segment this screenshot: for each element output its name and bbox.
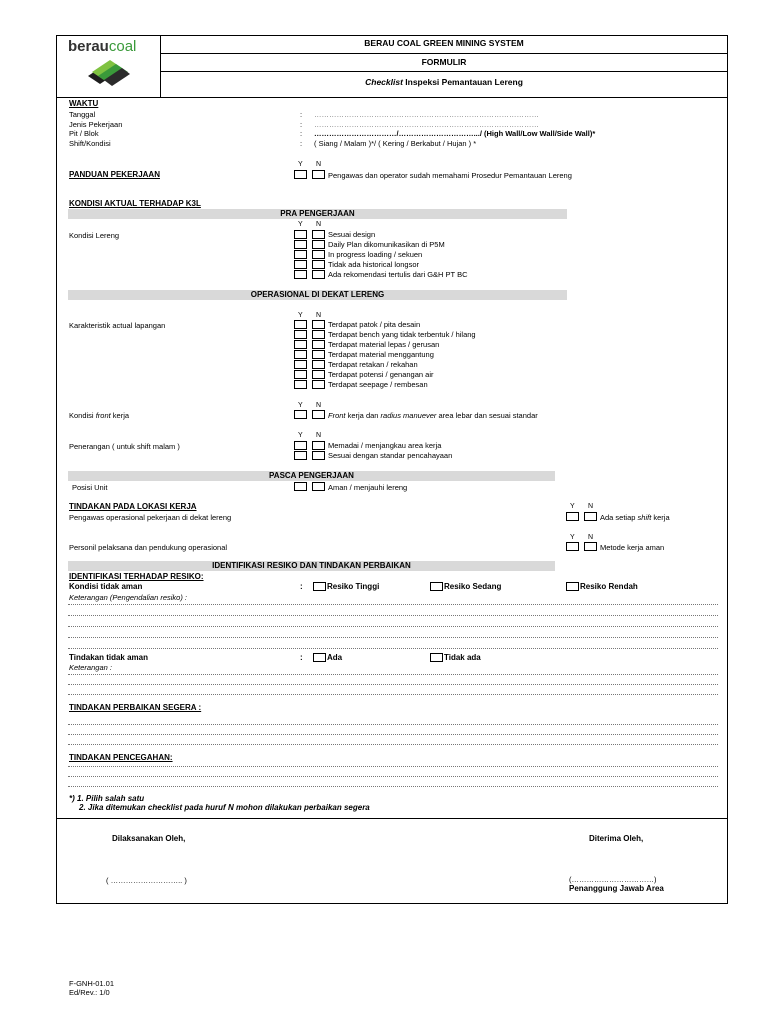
yes-header: Y [298, 432, 303, 439]
dotted-line[interactable] [68, 604, 718, 605]
colon: : [300, 129, 303, 138]
operasional-item: Terdapat seepage / rembesan [328, 380, 428, 389]
panduan-heading: PANDUAN PEKERJAAN [69, 170, 160, 179]
penerangan-item: Memadai / menjangkau area kerja [328, 441, 442, 450]
form-frame [56, 35, 728, 904]
tindakan-tidak-aman-label: Tindakan tidak aman [69, 653, 148, 662]
checkbox-y[interactable] [294, 260, 307, 269]
no-header: N [316, 221, 322, 228]
checkbox-y[interactable] [294, 410, 307, 419]
checkbox-y[interactable] [294, 370, 307, 379]
no-header: N [588, 534, 594, 541]
operasional-bar: OPERASIONAL DI DEKAT LERENG [68, 290, 567, 300]
checkbox-y[interactable] [294, 170, 307, 179]
identifikasi-resiko-bar: IDENTIFIKASI RESIKO DAN TINDAKAN PERBAIKAN [68, 561, 555, 571]
resiko-sedang-label: Resiko Sedang [444, 582, 502, 591]
waktu-label: Pit / Blok [69, 129, 99, 138]
colon: : [300, 653, 303, 662]
checkbox-y[interactable] [294, 482, 307, 491]
front-kerja-item: Front kerja dan radius manuever area lebar dan sesuai standar [328, 411, 538, 420]
operasional-item: Terdapat material lepas / gerusan [328, 340, 440, 349]
pra-item: Tidak ada historical longsor [328, 260, 420, 269]
note-1: *) 1. Pilih salah satu [69, 794, 145, 803]
operasional-item: Terdapat retakan / rekahan [328, 360, 418, 369]
checkbox-n[interactable] [312, 270, 325, 279]
form-revision: Ed/Rev.: 1/0 [69, 988, 110, 997]
operasional-item: Terdapat material menggantung [328, 350, 434, 359]
checkbox-n[interactable] [312, 350, 325, 359]
pasca-item: Aman / menjauhi lereng [328, 483, 408, 492]
pengawas-label: Pengawas operasional pekerjaan di dekat lereng [69, 513, 232, 522]
panduan-item: Pengawas dan operator sudah memahami Prosedur Pemantauan Lereng [328, 171, 572, 180]
header-title-checklist: Checklist Inspeksi Pemantauan Lereng [365, 77, 523, 87]
checkbox-y[interactable] [294, 330, 307, 339]
front-kerja-label: Kondisi front kerja [69, 411, 130, 420]
checkbox-y[interactable] [294, 350, 307, 359]
waktu-label: Tanggal [69, 110, 96, 119]
checkbox-n[interactable] [312, 340, 325, 349]
operasional-item: Terdapat bench yang tidak terbentuk / hilang [328, 330, 476, 339]
no-header: N [316, 161, 322, 168]
operasional-item: Terdapat potensi / genangan air [328, 370, 434, 379]
operasional-item: Terdapat patok / pita desain [328, 320, 421, 329]
dilaksanakan-signature[interactable]: ( ……………………….. ) [106, 876, 187, 885]
checkbox-n[interactable] [312, 370, 325, 379]
no-header: N [588, 503, 594, 510]
dotted-line[interactable] [68, 734, 718, 735]
penerangan-label: Penerangan ( untuk shift malam ) [69, 442, 180, 451]
checkbox-y[interactable] [566, 542, 579, 551]
waktu-label: Jenis Pekerjaan [69, 120, 123, 129]
checkbox-y[interactable] [294, 380, 307, 389]
pra-item: In progress loading / sekuen [328, 250, 423, 259]
no-header: N [316, 432, 322, 439]
form-code: F-GNH-01.01 [69, 979, 115, 988]
kondisi-k3l-heading: KONDISI AKTUAL TERHADAP K3L [69, 199, 201, 208]
yes-header: Y [298, 221, 303, 228]
waktu-pit-field[interactable]: ……………………………/………………………….../ (High Wall/Low Wall/Side Wall)* [314, 129, 596, 138]
dotted-line[interactable] [68, 684, 718, 685]
waktu-label: Shift/Kondisi [69, 139, 111, 148]
checkbox-y[interactable] [294, 451, 307, 460]
pra-item: Ada rekomendasi tertulis dari G&H PT BC [328, 270, 468, 279]
yes-header: Y [298, 402, 303, 409]
checkbox-n[interactable] [312, 260, 325, 269]
checkbox-n[interactable] [312, 410, 325, 419]
checkbox-n[interactable] [312, 320, 325, 329]
dotted-line[interactable] [68, 674, 718, 675]
keterangan-tindakan: Keterangan : [69, 663, 112, 672]
dotted-line[interactable] [68, 744, 718, 745]
posisi-unit-label: Posisi Unit [72, 483, 108, 492]
checkbox-n[interactable] [584, 542, 597, 551]
dotted-line[interactable] [68, 766, 718, 767]
dotted-line[interactable] [68, 724, 718, 725]
personil-label: Personil pelaksana dan pendukung operasional [69, 543, 228, 552]
dotted-line[interactable] [68, 786, 718, 787]
dotted-line[interactable] [68, 626, 718, 627]
yes-header: Y [570, 503, 575, 510]
header-rule [160, 53, 728, 54]
ada-label: Ada [327, 653, 343, 662]
karakteristik-label: Karakteristik actual lapangan [69, 321, 166, 330]
diterima-title: Diterima Oleh, [589, 834, 644, 843]
kondisi-tidak-aman-label: Kondisi tidak aman [69, 582, 143, 591]
resiko-tinggi-label: Resiko Tinggi [327, 582, 380, 591]
no-header: N [316, 402, 322, 409]
colon: : [300, 582, 303, 591]
checkbox-y[interactable] [294, 250, 307, 259]
colon: : [300, 110, 303, 119]
penanggung-jawab-label: Penanggung Jawab Area [569, 884, 664, 893]
checkbox-y[interactable] [294, 240, 307, 249]
note-2: 2. Jika ditemukan checklist pada huruf N mohon dilakukan perbaikan segera [79, 803, 370, 812]
checkbox-resiko-tinggi[interactable] [313, 582, 326, 591]
checkbox-ada[interactable] [313, 653, 326, 662]
checkbox-n[interactable] [312, 250, 325, 259]
keterangan-pengendalian: Keterangan (Pengendalian resiko) : [69, 593, 187, 602]
checkbox-n[interactable] [312, 451, 325, 460]
checkbox-n[interactable] [312, 170, 325, 179]
dotted-line[interactable] [68, 776, 718, 777]
no-header: N [316, 312, 322, 319]
pasca-pengerjaan-bar: PASCA PENGERJAAN [68, 471, 555, 481]
dotted-line[interactable] [68, 648, 718, 649]
checkbox-y[interactable] [294, 441, 307, 450]
checkbox-n[interactable] [312, 482, 325, 491]
checkbox-resiko-rendah[interactable] [566, 582, 579, 591]
colon: : [300, 139, 303, 148]
checkbox-tidak-ada[interactable] [430, 653, 443, 662]
checkbox-n[interactable] [312, 230, 325, 239]
logo-wordmark: beraucoal [68, 38, 137, 55]
pra-item: Daily Plan dikomunikasikan di P5M [328, 240, 445, 249]
tidak-ada-label: Tidak ada [444, 653, 481, 662]
signature-divider [56, 818, 728, 819]
checkbox-n[interactable] [312, 380, 325, 389]
dotted-line[interactable] [68, 615, 718, 616]
yes-header: Y [298, 161, 303, 168]
checkbox-y[interactable] [294, 320, 307, 329]
checkbox-n[interactable] [312, 360, 325, 369]
pra-item: Sesuai design [328, 230, 376, 239]
checkbox-n[interactable] [312, 330, 325, 339]
checkbox-n[interactable] [584, 512, 597, 521]
dilaksanakan-title: Dilaksanakan Oleh, [112, 834, 186, 843]
yes-header: Y [570, 534, 575, 541]
header-rule [160, 71, 728, 72]
colon: : [300, 120, 303, 129]
yes-header: Y [298, 312, 303, 319]
waktu-date-field[interactable]: ……………………………………………………………………………… [314, 110, 539, 119]
checkbox-n[interactable] [312, 240, 325, 249]
header-title-system: BERAU COAL GREEN MINING SYSTEM [364, 38, 524, 48]
header-rule [56, 97, 728, 98]
waktu-job-field[interactable]: ……………………………………………………………………………… [314, 120, 539, 129]
checkbox-n[interactable] [312, 441, 325, 450]
logo-icon [84, 56, 134, 90]
checkbox-y[interactable] [294, 270, 307, 279]
pengawas-item: Ada setiap shift kerja [600, 513, 670, 522]
pencegahan-heading: TINDAKAN PENCEGAHAN: [69, 753, 173, 762]
waktu-shift-field[interactable]: ( Siang / Malam )*/ ( Kering / Berkabut / Hujan ) * [314, 139, 477, 148]
dotted-line[interactable] [68, 694, 718, 695]
penerangan-item: Sesuai dengan standar pencahayaan [328, 451, 453, 460]
header-title-formulir: FORMULIR [421, 57, 467, 67]
identifikasi-heading: IDENTIFIKASI TERHADAP RESIKO: [69, 572, 204, 581]
perbaikan-heading: TINDAKAN PERBAIKAN SEGERA : [69, 703, 202, 712]
diterima-signature[interactable]: (……………………………) [569, 875, 657, 884]
checkbox-y[interactable] [294, 340, 307, 349]
checkbox-y[interactable] [294, 360, 307, 369]
checkbox-y[interactable] [566, 512, 579, 521]
kondisi-lereng-label: Kondisi Lereng [69, 231, 120, 240]
waktu-heading: WAKTU [69, 99, 99, 108]
personil-item: Metode kerja aman [600, 543, 665, 552]
dotted-line[interactable] [68, 637, 718, 638]
resiko-rendah-label: Resiko Rendah [580, 582, 638, 591]
checkbox-y[interactable] [294, 230, 307, 239]
tindakan-lokasi-heading: TINDAKAN PADA LOKASI KERJA [69, 502, 197, 511]
checkbox-resiko-sedang[interactable] [430, 582, 443, 591]
pra-pengerjaan-bar: PRA PENGERJAAN [68, 209, 567, 219]
